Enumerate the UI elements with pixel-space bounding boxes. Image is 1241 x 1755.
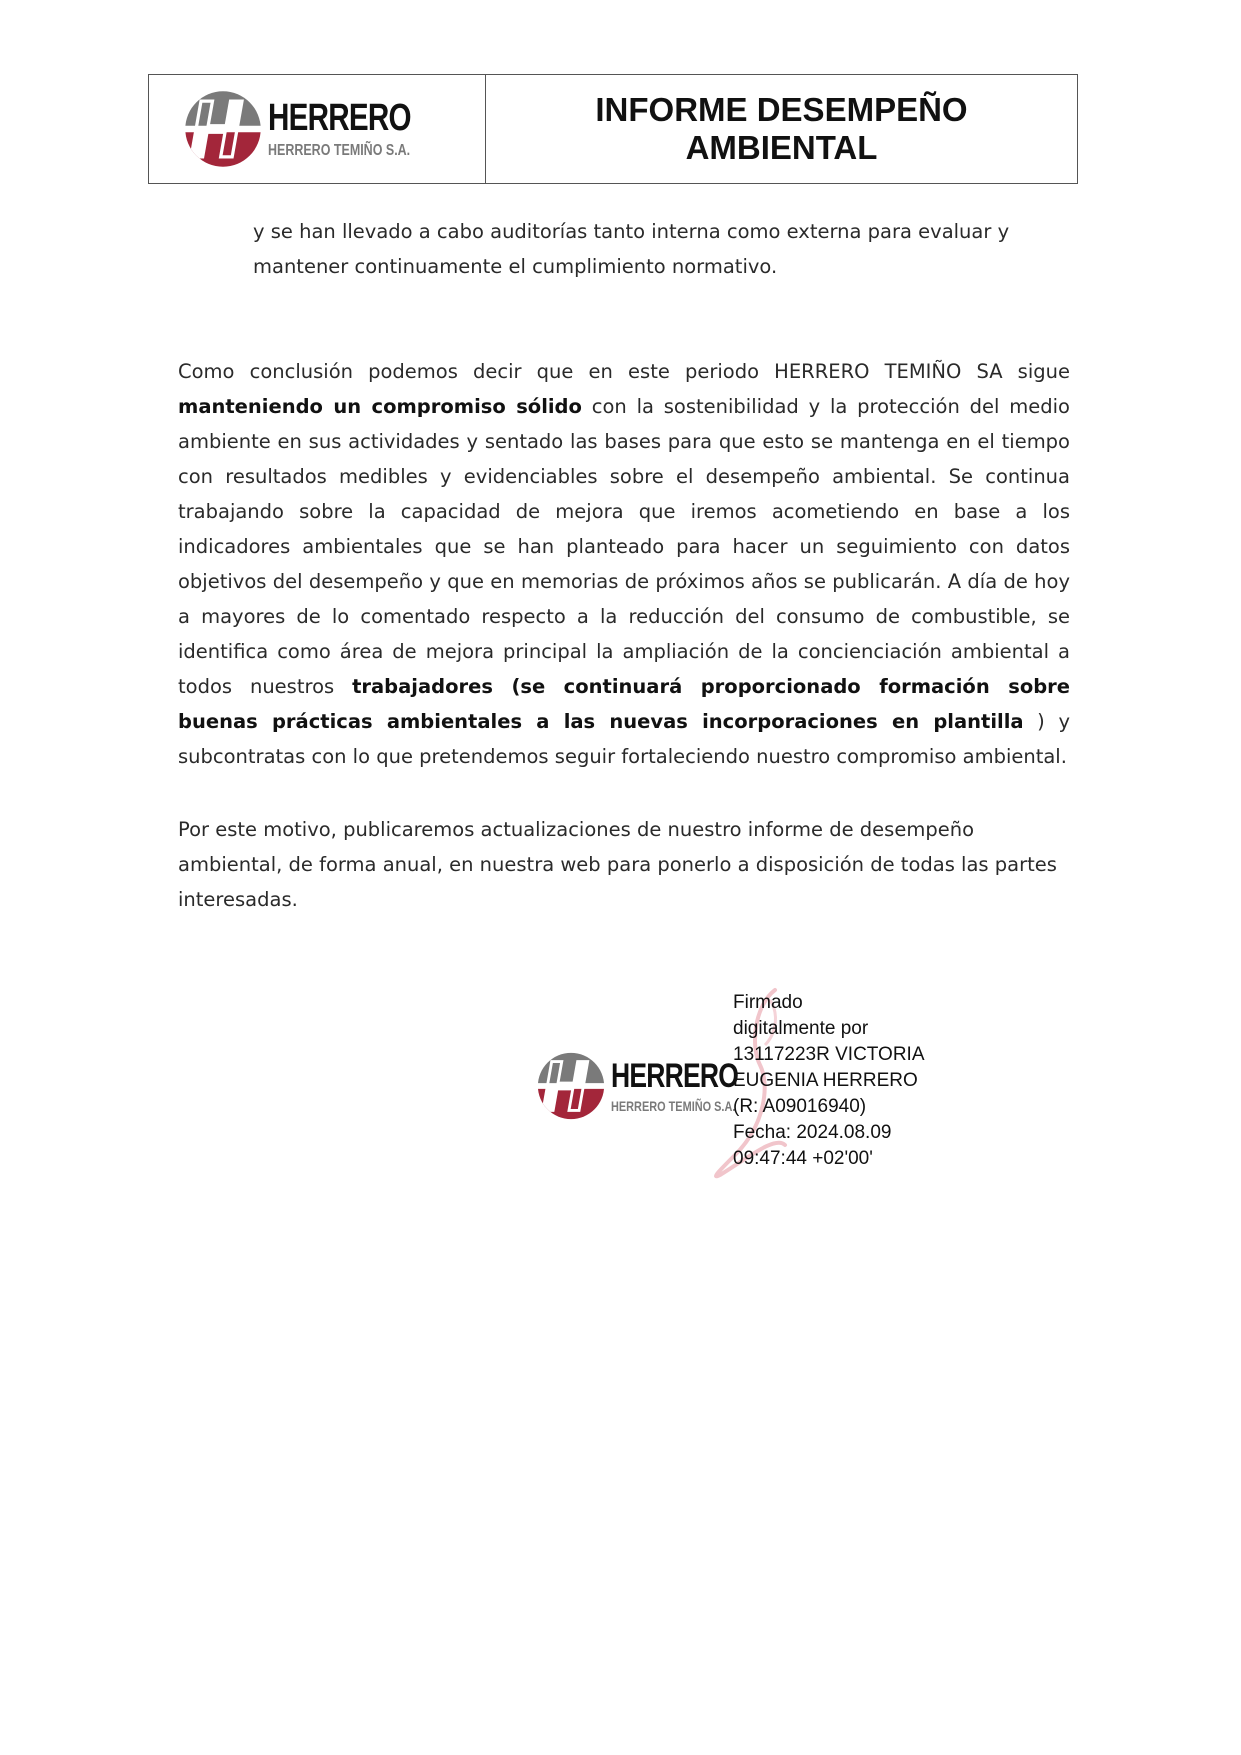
signature-line: 13117223R VICTORIA	[733, 1044, 925, 1065]
signature-line: (R: A09016940)	[733, 1096, 867, 1117]
logo-brand: HERRERO	[268, 97, 412, 139]
logo-subtitle: HERRERO TEMIÑO S.A.	[268, 142, 411, 159]
digital-signature	[535, 985, 955, 1190]
document-header	[148, 74, 1078, 184]
title-line-2: AMBIENTAL	[685, 129, 878, 166]
h-logo-icon	[182, 88, 264, 170]
signature-line: Firmado	[733, 992, 803, 1013]
signature-line: EUGENIA HERRERO	[733, 1070, 918, 1091]
paragraph-conclusion	[178, 354, 1070, 774]
document-title	[486, 75, 1077, 183]
signature-line: digitalmente por	[733, 1018, 869, 1039]
conclusion-text-1: Como conclusión podemos decir que en este periodo HERRERO TEMIÑO SA sigue	[178, 360, 1070, 383]
conclusion-bold-1: manteniendo un compromiso sólido	[178, 395, 582, 418]
conclusion-text-3: ) y subcontratas con lo que pretendemos seguir fortaleciendo nuestro compromiso ambiental.	[178, 710, 1070, 768]
signature-line: 09:47:44 +02'00'	[733, 1148, 873, 1169]
signature-logo-subtitle: HERRERO TEMIÑO S.A.	[611, 1098, 736, 1114]
signature-logo-brand: HERRERO	[611, 1057, 739, 1095]
header-logo-cell	[149, 75, 486, 183]
paragraph-publication: Por este motivo, publicaremos actualizaciones de nuestro informe de desempeño ambiental, de forma anual, en nuestra web para ponerlo a disposición de todas las partes interesadas.	[178, 818, 1057, 911]
conclusion-bold-2: trabajadores (se continuará proporcionado formación sobre buenas prácticas ambientales a las nuevas incorporaciones en plantilla	[178, 675, 1071, 733]
h-logo-icon	[535, 1050, 607, 1122]
company-logo	[182, 88, 451, 170]
signature-line: Fecha: 2024.08.09	[733, 1122, 892, 1143]
signature-details	[733, 990, 925, 1172]
title-line-1: INFORME DESEMPEÑO	[595, 91, 968, 128]
paragraph-audits: y se han llevado a cabo auditorías tanto interna como externa para evaluar y mantener continuamente el cumplimiento normativo.	[253, 220, 1010, 278]
conclusion-text-2: con la sostenibilidad y la protección del medio ambiente en sus actividades y sentado las bases para que esto se mantenga en el tiempo con resultados medibles y evidenciables sobre el desempeño ambiental. Se continua trabajando sobre la capacidad de mejora que iremos acometiendo en base a los indicadores ambientales que se han planteado para hacer un seguimiento con datos objetivos del desempeño y que en memorias de próximos años se publicarán. A día de hoy a mayores de lo comentado respecto a la reducción del consumo de combustible, se identifica como área de mejora principal la ampliación de la concienciación ambiental a todos nuestros	[178, 395, 1070, 698]
